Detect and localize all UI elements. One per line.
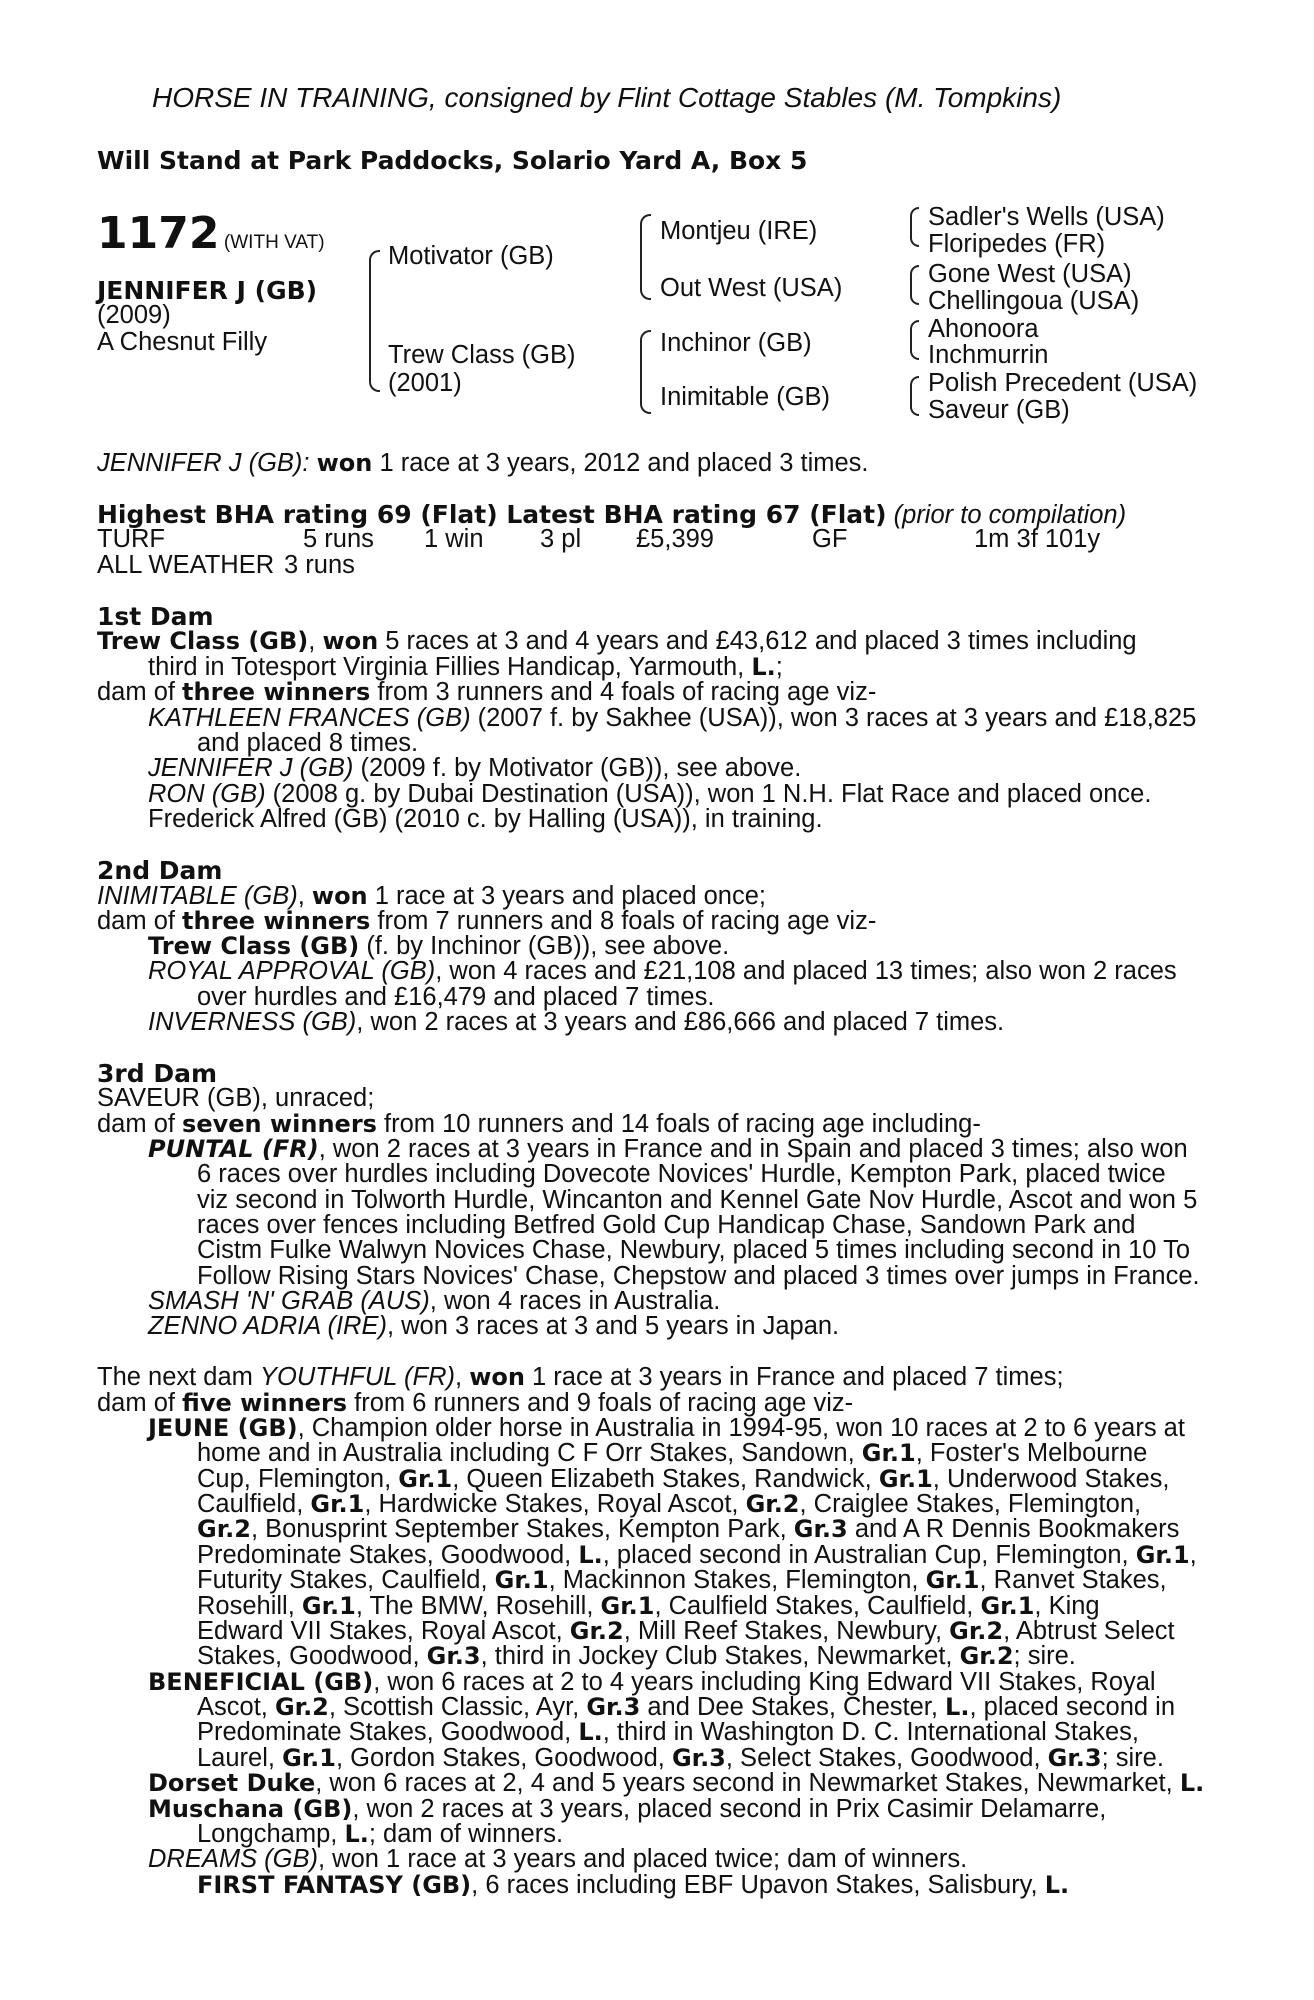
j6b: L. [578,1541,603,1569]
j8e: , Caulfield Stakes, Caulfield, [654,1592,981,1620]
zenno-name: ZENNO ADRIA (IRE) [148,1312,387,1340]
offspring-frederick: Frederick Alfred (GB) (2010 c. by Halling (USA)), in training. [148,805,823,833]
gg-sire-4: Polish Precedent (USA) [928,369,1198,397]
dorset-l: L. [1179,1769,1205,1797]
jeune-line4 [197,1492,1141,1518]
smash-text: , won 4 races in Australia. [429,1287,721,1315]
puntal-line3: viz second in Tolworth Hurdle, Wincanton and Kennel Gate Nov Hurdle, Ascot and won 5 [197,1186,1198,1214]
offspring-trew-class [148,934,729,960]
gg-dam-2: Chellingoua (USA) [928,287,1140,315]
offspring-kathleen-2: and placed 8 times. [197,729,419,757]
b2d: Gr.3 [586,1693,641,1721]
dreams-name: DREAMS (GB) [148,1845,319,1873]
next-won: won [469,1363,525,1391]
puntal-text: , won 2 races at 3 years in France and in Spain and placed 3 times; also won [318,1135,1188,1163]
j5a: Gr.2 [197,1515,251,1543]
dam3-l2c: from 10 runners and 14 foals of racing age including- [376,1110,981,1138]
brace-dam-line [640,330,651,414]
jeune-line2 [197,1441,1147,1467]
foaling-year: (2009) [97,301,171,329]
offspring-royal-approval-2: over hurdles and £16,479 and placed 7 times. [197,983,715,1011]
jeune-line3 [197,1467,1170,1493]
j8a: Rosehill, [197,1592,302,1620]
dam1-heading: 1st Dam [97,602,214,631]
dam2-name: INIMITABLE (GB) [97,882,298,910]
brace-g3-4 [910,376,919,416]
offspring-first-fantasy [197,1873,1069,1899]
dam1-line1 [97,629,1137,655]
zenno-text: , won 3 races at 3 and 5 years in Japan. [386,1312,840,1340]
j3c: , Queen Elizabeth Stakes, Randwick, [452,1465,879,1493]
dam-sire: Inchinor (GB) [660,329,812,357]
puntal-line4: races over fences including Betfred Gold Cup Handicap Chase, Sandown Park and [197,1211,1136,1239]
jeune-name: JEUNE (GB) [148,1414,298,1442]
dam1-t2: 5 races at 3 and 4 years and £43,612 and placed 3 times including [378,627,1137,655]
j2a: home and in Australia including C F Orr Stakes, Sandown, [197,1439,862,1467]
j10e: ; sire. [1013,1642,1076,1670]
offspring-inverness [148,1010,1004,1036]
horse-name: JENNIFER J (GB) [97,276,318,305]
bha-rating [97,502,1126,529]
dam1-line3 [97,680,876,706]
dam1-won: won [322,627,379,655]
j3e: , Underwood Stakes, [932,1465,1170,1493]
dam3-line1: SAVEUR (GB), unraced; [97,1084,375,1112]
page-title: HORSE IN TRAINING, consigned by Flint Cottage Stables (M. Tompkins) [152,82,1062,113]
dam1-l3b: three winners [182,678,371,706]
dam2-t1: , [297,882,312,910]
dorset-text: , won 6 races at 2, 4 and 5 years second in Newmarket Stakes, Newmarket, [315,1769,1180,1797]
jennifer-text: (2009 f. by Motivator (GB)), see above. [353,754,802,782]
fantasy-name: FIRST FANTASY (GB) [197,1871,472,1899]
j5b: , Bonusprint September Stakes, Kempton Park, [250,1515,794,1543]
muschana-text: , won 2 races at 3 years, placed second in Prix Casimir Delamarre, [352,1795,1107,1823]
j8g: , King [1034,1592,1100,1620]
j8b: Gr.1 [301,1592,356,1620]
j3a: Cup, Flemington, [197,1465,399,1493]
dam1-l3c: from 3 runners and 4 foals of racing age viz- [370,678,877,706]
j3b: Gr.1 [398,1465,453,1493]
j3d: Gr.1 [878,1465,933,1493]
rating-heading: Highest BHA rating 69 (Flat) Latest BHA rating 67 (Flat) [97,500,887,529]
offspring-puntal [148,1137,1188,1163]
offspring-royal-approval [148,959,1177,985]
aw-label: ALL WEATHER [97,551,275,579]
stand-location: Will Stand at Park Paddocks, Solario Yard A, Box 5 [97,146,808,175]
b2b: Gr.2 [274,1693,329,1721]
dam3-heading: 3rd Dam [97,1059,217,1088]
j6c: , placed second in Australian Cup, Flemington, [602,1541,1136,1569]
turf-placed: 3 pl [540,525,582,553]
b2g: , placed second in [969,1693,1176,1721]
ron-text: (2008 g. by Dubai Destination (USA)), won 1 N.H. Flat Race and placed once. [265,780,1152,808]
puntal-line2: 6 races over hurdles including Dovecote Novices' Hurdle, Kempton Park, placed twice [197,1160,1166,1188]
b3c: , third in Washington D. C. International Stakes, [602,1718,1139,1746]
aw-runs: 3 runs [284,551,355,579]
offspring-beneficial [148,1670,1156,1696]
sire: Motivator (GB) [388,242,554,270]
gg-sire-2: Gone West (USA) [928,260,1132,288]
b2f: L. [945,1693,970,1721]
j4c: , Hardwicke Stakes, Royal Ascot, [364,1490,746,1518]
offspring-jeune [148,1416,1185,1442]
jeune-line5 [197,1517,1179,1543]
dam2-line1 [97,884,766,910]
next-l2b: five winners [182,1389,348,1417]
dam2-l2a: dam of [97,907,183,935]
next-e: 1 race at 3 years in France and placed 7 times; [524,1363,1064,1391]
m2a: Longchamp, [197,1820,345,1848]
gg-sire-1: Sadler's Wells (USA) [928,203,1165,231]
next-l2c: from 6 runners and 9 foals of racing age viz- [347,1389,854,1417]
j4e: , Craiglee Stakes, Flemington, [799,1490,1142,1518]
b2c: , Scottish Classic, Ayr, [328,1693,587,1721]
kathleen-text: (2007 f. by Sakhee (USA)), won 3 races at 3 years and £18,825 [470,704,1197,732]
j10a: Stakes, Goodwood, [197,1642,427,1670]
next-dam-line2 [97,1391,853,1417]
next-dam-line1 [97,1365,1064,1391]
j7c: , Mackinnon Stakes, Flemington, [548,1566,926,1594]
offspring-ron [148,782,1151,808]
beneficial-name: BENEFICIAL (GB) [148,1668,374,1696]
offspring-muschana [148,1797,1106,1823]
dam3-line2 [97,1112,981,1138]
j7e: , Ranvet Stakes, [979,1566,1167,1594]
muschana-name: Muschana (GB) [148,1795,353,1823]
b3a: Predominate Stakes, Goodwood, [197,1718,579,1746]
m2c: ; dam of winners. [368,1820,564,1848]
jeune-line7 [197,1568,1167,1594]
inverness-text: , won 2 races at 3 years and £86,666 and placed 7 times. [356,1008,1005,1036]
sire-sire: Montjeu (IRE) [660,217,818,245]
j7b: Gr.1 [494,1566,549,1594]
summary-won: won [316,449,373,477]
turf-distance: 1m 3f 101y [974,525,1101,553]
brace-g3-2 [910,265,919,305]
turf-runs: 5 runs [303,525,374,553]
dam1-l3a: dam of [97,678,183,706]
royal-text: , won 4 races and £21,108 and placed 13 times; also won 2 races [435,957,1177,985]
brace-sire-line [640,214,651,300]
dam1-l2b: L. [751,653,776,681]
summary-text: 1 race at 3 years, 2012 and placed 3 times. [372,449,869,477]
gg-dam-1: Floripedes (FR) [928,230,1106,258]
b2a: Ascot, [197,1693,275,1721]
turf-label: TURF [97,525,165,553]
j6d: Gr.1 [1135,1541,1190,1569]
j2c: , Foster's Melbourne [915,1439,1148,1467]
b2e: and Dee Stakes, Chester, [640,1693,946,1721]
dam2-t2: 1 race at 3 years and placed once; [367,882,766,910]
brace-sire-dam [369,250,380,392]
dam: Trew Class (GB) [388,341,576,369]
m2b: L. [344,1820,369,1848]
offspring-dreams [148,1847,967,1873]
j8f: Gr.1 [980,1592,1035,1620]
lot-number-value: 1172 [97,208,220,259]
muschana-line2 [197,1822,563,1848]
jeune-line10 [197,1644,1076,1670]
offspring-dorset-duke [148,1771,1204,1797]
brace-g3-3 [910,320,919,360]
b4d: Gr.3 [671,1744,726,1772]
dam1-l2a: third in Totesport Virginia Fillies Handicap, Yarmouth, [148,653,752,681]
jennifer-name: JENNIFER J (GB) [148,754,354,782]
b4g: ; sire. [1101,1744,1164,1772]
brace-g3-1 [910,207,919,247]
dam2-l2c: from 7 runners and 8 foals of racing age viz- [370,907,877,935]
j6e: , [1189,1541,1197,1569]
dam1-l2c: ; [775,653,783,681]
puntal-line6: Follow Rising Stars Novices' Chase, Chepstow and placed 3 times over jumps in France. [197,1262,1200,1290]
offspring-kathleen [148,706,1196,732]
b3b: L. [578,1718,603,1746]
beneficial-line3 [197,1720,1139,1746]
gg-dam-3: Inchmurrin [928,341,1049,369]
offspring-zenno-adria [148,1314,839,1340]
next-l2a: dam of [97,1389,183,1417]
beneficial-text: , won 6 races at 2 to 4 years including King Edward VII Stakes, Royal [373,1668,1156,1696]
gg-sire-3: Ahonoora [928,315,1039,343]
trew-text: (f. by Inchinor (GB)), see above. [359,932,730,960]
dam-dam: Inimitable (GB) [660,383,831,411]
dam1-t1: , [308,627,323,655]
dreams-text: , won 1 race at 3 years and placed twice; dam of winners. [318,1845,968,1873]
j8d: Gr.1 [600,1592,655,1620]
j5d: and A R Dennis Bookmakers [847,1515,1180,1543]
sire-dam: Out West (USA) [660,274,843,302]
j9c: , Mill Reef Stakes, Newbury, [623,1617,950,1645]
fantasy-text: , 6 races including EBF Upavon Stakes, Salisbury, [471,1871,1045,1899]
beneficial-line4 [197,1746,1164,1772]
turf-going: GF [812,525,848,553]
dam2-l2b: three winners [182,907,371,935]
j5c: Gr.3 [793,1515,848,1543]
j9e: , Abtrust Select [1003,1617,1175,1645]
dam-year: (2001) [388,369,462,397]
dam2-line2 [97,909,876,935]
next-c: , [455,1363,470,1391]
horse-description: A Chesnut Filly [97,328,268,356]
fantasy-l: L. [1044,1871,1070,1899]
j6a: Predominate Stakes, Goodwood, [197,1541,579,1569]
jeune-text: , Champion older horse in Australia in 1994-95, won 10 races at 2 to 6 years at [297,1414,1185,1442]
trew-name: Trew Class (GB) [148,932,360,960]
j10b: Gr.3 [426,1642,481,1670]
royal-name: ROYAL APPROVAL (GB) [148,957,436,985]
j10d: Gr.2 [959,1642,1014,1670]
b4b: Gr.1 [282,1744,336,1772]
offspring-jennifer [148,756,801,782]
b4e: , Select Stakes, Goodwood, [725,1744,1048,1772]
vat-label: (WITH VAT) [223,232,325,253]
j2b: Gr.1 [861,1439,916,1467]
jeune-line6 [197,1543,1197,1569]
dam3-l2b: seven winners [182,1110,377,1138]
puntal-line5: Cistm Fulke Walwyn Novices Chase, Newbury, placed 5 times including second in 10 To [197,1236,1191,1264]
j8c: , The BMW, Rosehill, [355,1592,601,1620]
turf-earnings: £5,399 [636,525,714,553]
b4c: , Gordon Stakes, Goodwood, [336,1744,672,1772]
summary-name: JENNIFER J (GB): [97,449,310,477]
dam2-won: won [311,882,368,910]
dorset-name: Dorset Duke [148,1769,316,1797]
j4a: Caulfield, [197,1490,311,1518]
j4d: Gr.2 [745,1490,800,1518]
gg-dam-4: Saveur (GB) [928,396,1070,424]
rating-note: (prior to compilation) [893,501,1127,529]
b4f: Gr.3 [1047,1744,1102,1772]
j9d: Gr.2 [949,1617,1004,1645]
jeune-line9 [197,1619,1175,1645]
j9b: Gr.2 [569,1617,624,1645]
race-summary [97,451,869,477]
smash-name: SMASH 'N' GRAB (AUS) [148,1287,430,1315]
inverness-name: INVERNESS (GB) [148,1008,357,1036]
offspring-smash-n-grab [148,1289,720,1315]
ron-name: RON (GB) [148,780,266,808]
b4a: Laurel, [197,1744,283,1772]
j10c: , third in Jockey Club Stakes, Newmarket, [480,1642,960,1670]
dam1-name: Trew Class (GB) [97,627,309,655]
beneficial-line2 [197,1695,1175,1721]
kathleen-name: KATHLEEN FRANCES (GB) [148,704,471,732]
next-a: The next dam [97,1363,260,1391]
jeune-line8 [197,1594,1100,1620]
turf-wins: 1 win [424,525,484,553]
dam2-heading: 2nd Dam [97,856,223,885]
j4b: Gr.1 [310,1490,365,1518]
j7a: Futurity Stakes, Caulfield, [197,1566,495,1594]
lot-number [97,208,325,259]
j9a: Edward VII Stakes, Royal Ascot, [197,1617,570,1645]
dam3-l2a: dam of [97,1110,183,1138]
puntal-name: PUNTAL (FR) [148,1135,319,1163]
next-name: YOUTHFUL (FR) [260,1363,456,1391]
j7d: Gr.1 [925,1566,980,1594]
dam1-line2 [148,655,783,681]
